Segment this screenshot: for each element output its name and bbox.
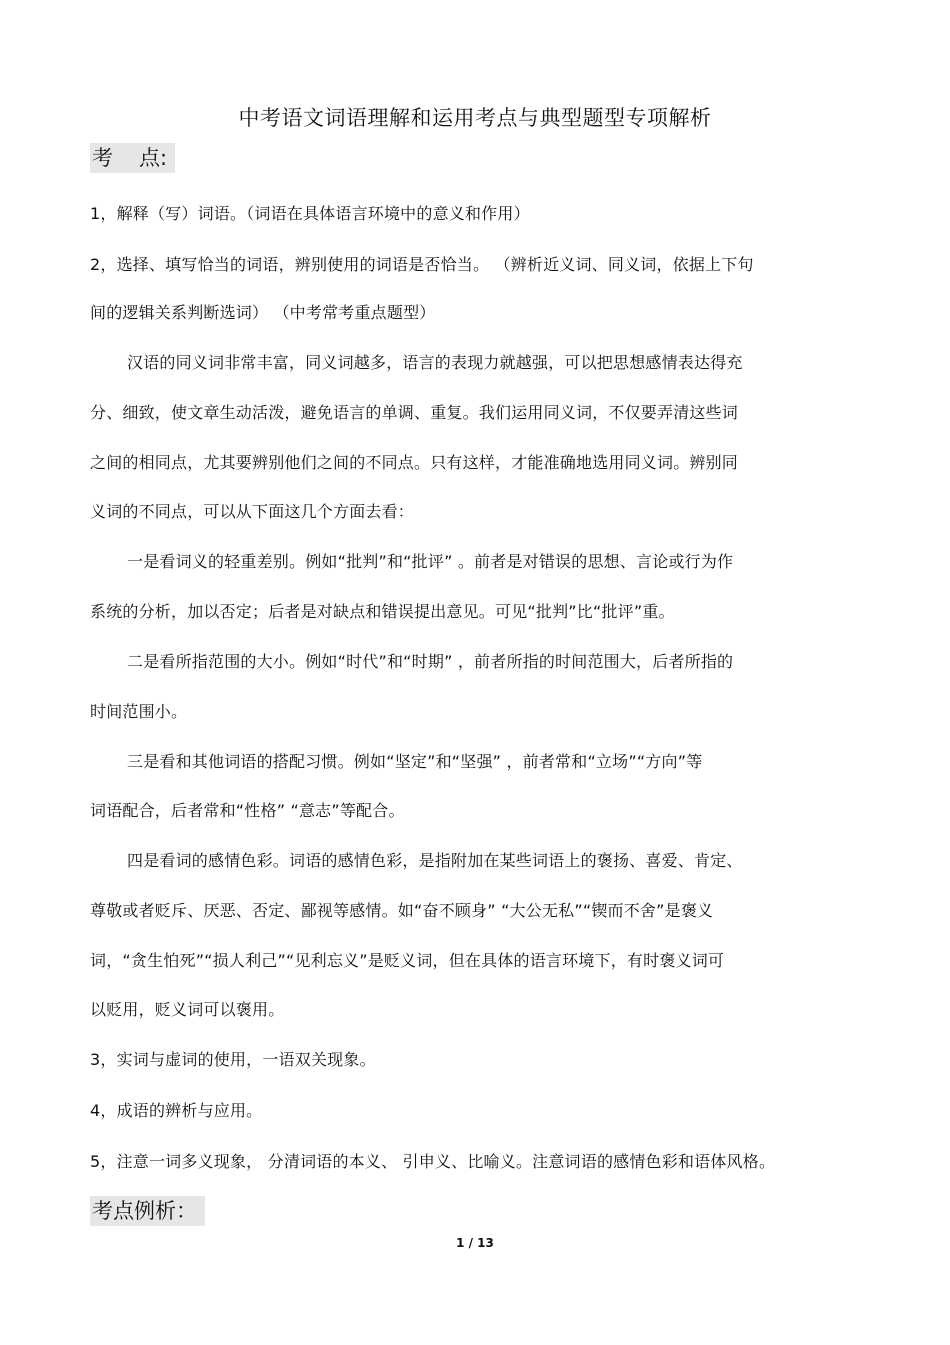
point-2-continued: 间的逻辑关系判断选词） （中考常考重点题型） (90, 303, 436, 322)
point-2: 2，选择、填写恰当的词语，辨别使用的词语是否恰当。 （辨析近义词、同义词，依据上下句 (90, 255, 754, 274)
section-heading-kaodian (90, 143, 175, 173)
paragraph-line: 二是看所指范围的大小。例如“时代”和“时期” ，前者所指的时间范围大，后者所指的 (127, 652, 734, 671)
paragraph-line: 尊敬或者贬斥、厌恶、否定、鄙视等感情。如“奋不顾身” “大公无私”“锲而不舍”是褒义 (90, 901, 714, 920)
paragraph-line: 三是看和其他词语的搭配习惯。例如“坚定”和“坚强” ，前者常和“立场”“方向”等 (127, 752, 703, 771)
paragraph-line: 分、细致，使文章生动活泼，避免语言的单调、重复。我们运用同义词，不仅要弄清这些词 (90, 403, 739, 422)
point-1: 1，解释（写）词语。（词语在具体语言环境中的意义和作用） (90, 204, 530, 223)
paragraph-line: 以贬用，贬义词可以褒用。 (90, 1000, 285, 1019)
section-heading-kaodian-part1: 考 (92, 146, 113, 170)
point-5: 5，注意一词多义现象， 分清词语的本义、 引申义、比喻义。注意词语的感情色彩和语体风格。 (90, 1152, 776, 1171)
paragraph-line: 之间的相同点，尤其要辨别他们之间的不同点。只有这样，才能准确地选用同义词。辨别同 (90, 453, 739, 472)
paragraph-line: 系统的分析，加以否定；后者是对缺点和错误提出意见。可见“批判”比“批评”重。 (90, 602, 675, 621)
point-3: 3，实词与虚词的使用，一语双关现象。 (90, 1050, 376, 1069)
point-4: 4，成语的辨析与应用。 (90, 1101, 263, 1120)
paragraph-line: 时间范围小。 (90, 702, 188, 721)
document-title: 中考语文词语理解和运用考点与典型题型专项解析 (238, 106, 712, 130)
paragraph-line: 汉语的同义词非常丰富，同义词越多，语言的表现力就越强，可以把思想感情表达得充 (127, 353, 743, 372)
section-heading-kaodian-part2: 点: (139, 146, 168, 170)
page-number: 1 / 13 (456, 1236, 494, 1250)
paragraph-line: 词语配合，后者常和“性格” “意志”等配合。 (90, 801, 405, 820)
section-heading-example: 考点例析： (90, 1196, 205, 1226)
paragraph-line: 四是看词的感情色彩。词语的感情色彩，是指附加在某些词语上的褒扬、喜爱、肯定、 (127, 851, 743, 870)
paragraph-line: 一是看词义的轻重差别。例如“批判”和“批评” 。前者是对错误的思想、言论或行为作 (127, 552, 734, 571)
paragraph-line: 义词的不同点，可以从下面这几个方面去看： (90, 502, 415, 521)
paragraph-line: 词，“贪生怕死”“损人利己”“见利忘义”是贬义词，但在具体的语言环境下，有时褒义词可 (90, 951, 725, 970)
